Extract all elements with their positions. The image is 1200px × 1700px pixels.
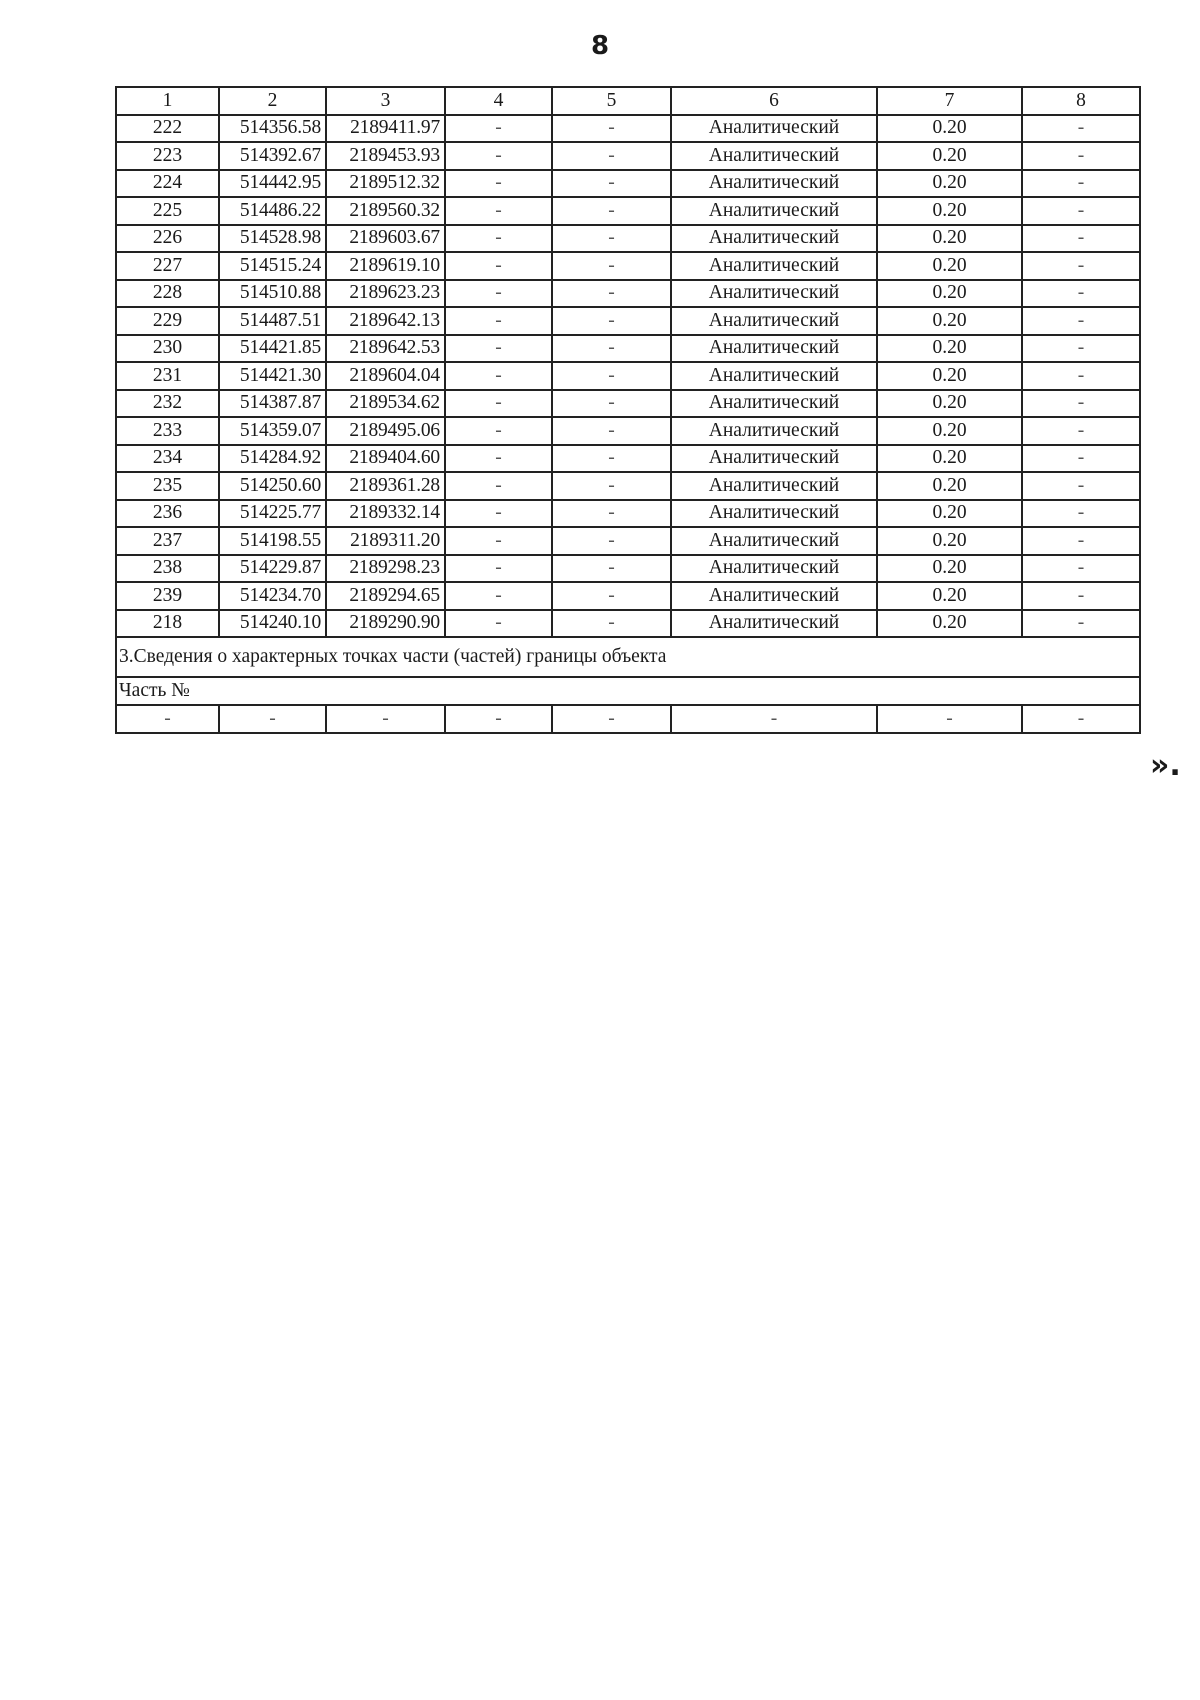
table-cell: 0.20 <box>877 417 1022 445</box>
table-row <box>116 197 1140 225</box>
table-cell: Аналитический <box>671 280 877 308</box>
table-cell: - <box>552 527 671 555</box>
table-cell: 235 <box>116 472 219 500</box>
table-cell: Аналитический <box>671 417 877 445</box>
table-cell: 514240.10 <box>219 610 326 638</box>
table-cell: 514387.87 <box>219 390 326 418</box>
table-cell: Аналитический <box>671 610 877 638</box>
table-cell: 2189298.23 <box>326 555 445 583</box>
table-row <box>116 582 1140 610</box>
table-row <box>116 280 1140 308</box>
table-cell: - <box>552 390 671 418</box>
table-cell: 234 <box>116 445 219 473</box>
table-cell: - <box>552 170 671 198</box>
table-cell: 236 <box>116 500 219 528</box>
empty-cell: - <box>219 705 326 733</box>
empty-cell: - <box>116 705 219 733</box>
table-cell: 2189560.32 <box>326 197 445 225</box>
table-cell: - <box>445 472 552 500</box>
table-cell: 2189619.10 <box>326 252 445 280</box>
empty-cell: - <box>671 705 877 733</box>
table-cell: - <box>445 280 552 308</box>
empty-cell: - <box>326 705 445 733</box>
table-cell: - <box>1022 280 1140 308</box>
table-cell: - <box>1022 610 1140 638</box>
table-row <box>116 445 1140 473</box>
table-cell: 514225.77 <box>219 500 326 528</box>
table-row <box>116 610 1140 638</box>
empty-cell: - <box>877 705 1022 733</box>
table-cell: 228 <box>116 280 219 308</box>
table-cell: 2189512.32 <box>326 170 445 198</box>
table-cell: - <box>552 280 671 308</box>
table-row <box>116 472 1140 500</box>
table-cell: - <box>445 555 552 583</box>
table-cell: Аналитический <box>671 252 877 280</box>
table-cell: 2189623.23 <box>326 280 445 308</box>
table-cell: Аналитический <box>671 142 877 170</box>
column-header: 5 <box>552 87 671 115</box>
table-cell: - <box>445 252 552 280</box>
table-cell: Аналитический <box>671 225 877 253</box>
table-row <box>116 390 1140 418</box>
table-cell: 0.20 <box>877 555 1022 583</box>
table-cell: - <box>1022 390 1140 418</box>
table-cell: 514486.22 <box>219 197 326 225</box>
section-title: 3.Сведения о характерных точках части (частей) границы объекта <box>116 637 1140 677</box>
table-cell: - <box>445 390 552 418</box>
table-cell: 0.20 <box>877 252 1022 280</box>
table-cell: 227 <box>116 252 219 280</box>
table-cell: Аналитический <box>671 555 877 583</box>
table-cell: - <box>552 445 671 473</box>
table-cell: 2189642.53 <box>326 335 445 363</box>
table-row <box>116 252 1140 280</box>
table-cell: Аналитический <box>671 335 877 363</box>
table-cell: 514487.51 <box>219 307 326 335</box>
table-cell: - <box>445 170 552 198</box>
table-cell: 2189642.13 <box>326 307 445 335</box>
table-cell: 229 <box>116 307 219 335</box>
table-cell: 514515.24 <box>219 252 326 280</box>
table-cell: Аналитический <box>671 170 877 198</box>
table-cell: - <box>552 610 671 638</box>
table-cell: 0.20 <box>877 115 1022 143</box>
table-cell: 2189604.04 <box>326 362 445 390</box>
table-cell: - <box>1022 170 1140 198</box>
table-cell: - <box>1022 500 1140 528</box>
part-label-row <box>116 677 1140 705</box>
table-cell: Аналитический <box>671 362 877 390</box>
table-cell: 514356.58 <box>219 115 326 143</box>
table-cell: 2189534.62 <box>326 390 445 418</box>
table-cell: Аналитический <box>671 307 877 335</box>
table-cell: - <box>445 115 552 143</box>
table-cell: 0.20 <box>877 500 1022 528</box>
table-cell: 2189603.67 <box>326 225 445 253</box>
table-cell: - <box>552 225 671 253</box>
column-header: 8 <box>1022 87 1140 115</box>
table-cell: Аналитический <box>671 582 877 610</box>
table-cell: 0.20 <box>877 445 1022 473</box>
table-cell: 237 <box>116 527 219 555</box>
table-cell: - <box>552 417 671 445</box>
table-cell: - <box>1022 555 1140 583</box>
table-cell: - <box>445 362 552 390</box>
table-cell: 514392.67 <box>219 142 326 170</box>
table-header-row <box>116 87 1140 115</box>
table-cell: 0.20 <box>877 472 1022 500</box>
table-row <box>116 142 1140 170</box>
table-cell: - <box>552 115 671 143</box>
table-row <box>116 335 1140 363</box>
table-cell: - <box>1022 142 1140 170</box>
table-cell: 231 <box>116 362 219 390</box>
table-cell: - <box>552 555 671 583</box>
table-cell: 514198.55 <box>219 527 326 555</box>
table-cell: 0.20 <box>877 197 1022 225</box>
table-cell: 0.20 <box>877 170 1022 198</box>
table-cell: - <box>445 527 552 555</box>
table-cell: - <box>1022 335 1140 363</box>
table-cell: 233 <box>116 417 219 445</box>
table-cell: 514528.98 <box>219 225 326 253</box>
table-cell: Аналитический <box>671 500 877 528</box>
table-cell: Аналитический <box>671 390 877 418</box>
section-title-row <box>116 637 1140 677</box>
table-cell: 514234.70 <box>219 582 326 610</box>
table-cell: - <box>1022 252 1140 280</box>
table-cell: 0.20 <box>877 610 1022 638</box>
table-cell: 514250.60 <box>219 472 326 500</box>
empty-row <box>116 705 1140 733</box>
table-cell: Аналитический <box>671 445 877 473</box>
table-cell: - <box>1022 445 1140 473</box>
table-row <box>116 555 1140 583</box>
table-cell: 2189453.93 <box>326 142 445 170</box>
column-header: 4 <box>445 87 552 115</box>
table-cell: 2189361.28 <box>326 472 445 500</box>
table-cell: - <box>1022 307 1140 335</box>
table-cell: - <box>1022 582 1140 610</box>
table-cell: - <box>1022 472 1140 500</box>
table-cell: 218 <box>116 610 219 638</box>
table-cell: 230 <box>116 335 219 363</box>
table-cell: 514510.88 <box>219 280 326 308</box>
table-cell: Аналитический <box>671 472 877 500</box>
table-cell: Аналитический <box>671 197 877 225</box>
table-cell: 0.20 <box>877 142 1022 170</box>
table-cell: 2189332.14 <box>326 500 445 528</box>
table-cell: 2189404.60 <box>326 445 445 473</box>
empty-cell: - <box>445 705 552 733</box>
table-row <box>116 307 1140 335</box>
table-cell: - <box>445 417 552 445</box>
column-header: 2 <box>219 87 326 115</box>
table-cell: 2189294.65 <box>326 582 445 610</box>
table-cell: - <box>552 252 671 280</box>
table-cell: - <box>552 582 671 610</box>
table-cell: 514229.87 <box>219 555 326 583</box>
table-cell: 232 <box>116 390 219 418</box>
table-cell: - <box>552 335 671 363</box>
table-cell: - <box>445 335 552 363</box>
table-cell: - <box>552 362 671 390</box>
table-cell: 222 <box>116 115 219 143</box>
table-cell: 0.20 <box>877 307 1022 335</box>
table-row <box>116 115 1140 143</box>
table-cell: 2189411.97 <box>326 115 445 143</box>
table-row <box>116 225 1140 253</box>
table-row <box>116 417 1140 445</box>
empty-cell: - <box>1022 705 1140 733</box>
table-cell: 0.20 <box>877 582 1022 610</box>
table-cell: 0.20 <box>877 225 1022 253</box>
closing-quote: ». <box>1150 748 1181 783</box>
table-cell: 514421.30 <box>219 362 326 390</box>
table-cell: 514421.85 <box>219 335 326 363</box>
table-cell: - <box>1022 197 1140 225</box>
column-header: 1 <box>116 87 219 115</box>
coordinates-table <box>115 86 1141 734</box>
table-cell: - <box>1022 417 1140 445</box>
table-cell: 2189495.06 <box>326 417 445 445</box>
column-header: 3 <box>326 87 445 115</box>
table-cell: 238 <box>116 555 219 583</box>
page-number: 8 <box>590 31 610 61</box>
column-header: 6 <box>671 87 877 115</box>
table-cell: - <box>445 582 552 610</box>
table-cell: - <box>445 610 552 638</box>
table-cell: 514284.92 <box>219 445 326 473</box>
table-cell: 0.20 <box>877 362 1022 390</box>
table-cell: Аналитический <box>671 527 877 555</box>
table-cell: 0.20 <box>877 280 1022 308</box>
table-cell: - <box>1022 225 1140 253</box>
table-cell: - <box>552 142 671 170</box>
table-cell: - <box>552 307 671 335</box>
table-cell: 514359.07 <box>219 417 326 445</box>
table-row <box>116 527 1140 555</box>
table-cell: - <box>445 142 552 170</box>
table-cell: - <box>445 225 552 253</box>
part-label: Часть № <box>116 677 1140 705</box>
table-cell: - <box>445 197 552 225</box>
table-row <box>116 500 1140 528</box>
table-cell: - <box>552 197 671 225</box>
table-cell: 0.20 <box>877 390 1022 418</box>
column-header: 7 <box>877 87 1022 115</box>
table-cell: - <box>1022 115 1140 143</box>
table-cell: 2189311.20 <box>326 527 445 555</box>
table-cell: - <box>1022 527 1140 555</box>
table-cell: 225 <box>116 197 219 225</box>
table-cell: 0.20 <box>877 527 1022 555</box>
empty-cell: - <box>552 705 671 733</box>
table-cell: - <box>445 500 552 528</box>
table-cell: 0.20 <box>877 335 1022 363</box>
table-cell: 224 <box>116 170 219 198</box>
table-cell: 2189290.90 <box>326 610 445 638</box>
table-cell: 514442.95 <box>219 170 326 198</box>
table-cell: - <box>1022 362 1140 390</box>
table-row <box>116 170 1140 198</box>
table-row <box>116 362 1140 390</box>
table-cell: - <box>552 500 671 528</box>
table-cell: - <box>552 472 671 500</box>
table-cell: 223 <box>116 142 219 170</box>
table-cell: 239 <box>116 582 219 610</box>
table-cell: Аналитический <box>671 115 877 143</box>
table-cell: - <box>445 445 552 473</box>
table-cell: 226 <box>116 225 219 253</box>
table-cell: - <box>445 307 552 335</box>
